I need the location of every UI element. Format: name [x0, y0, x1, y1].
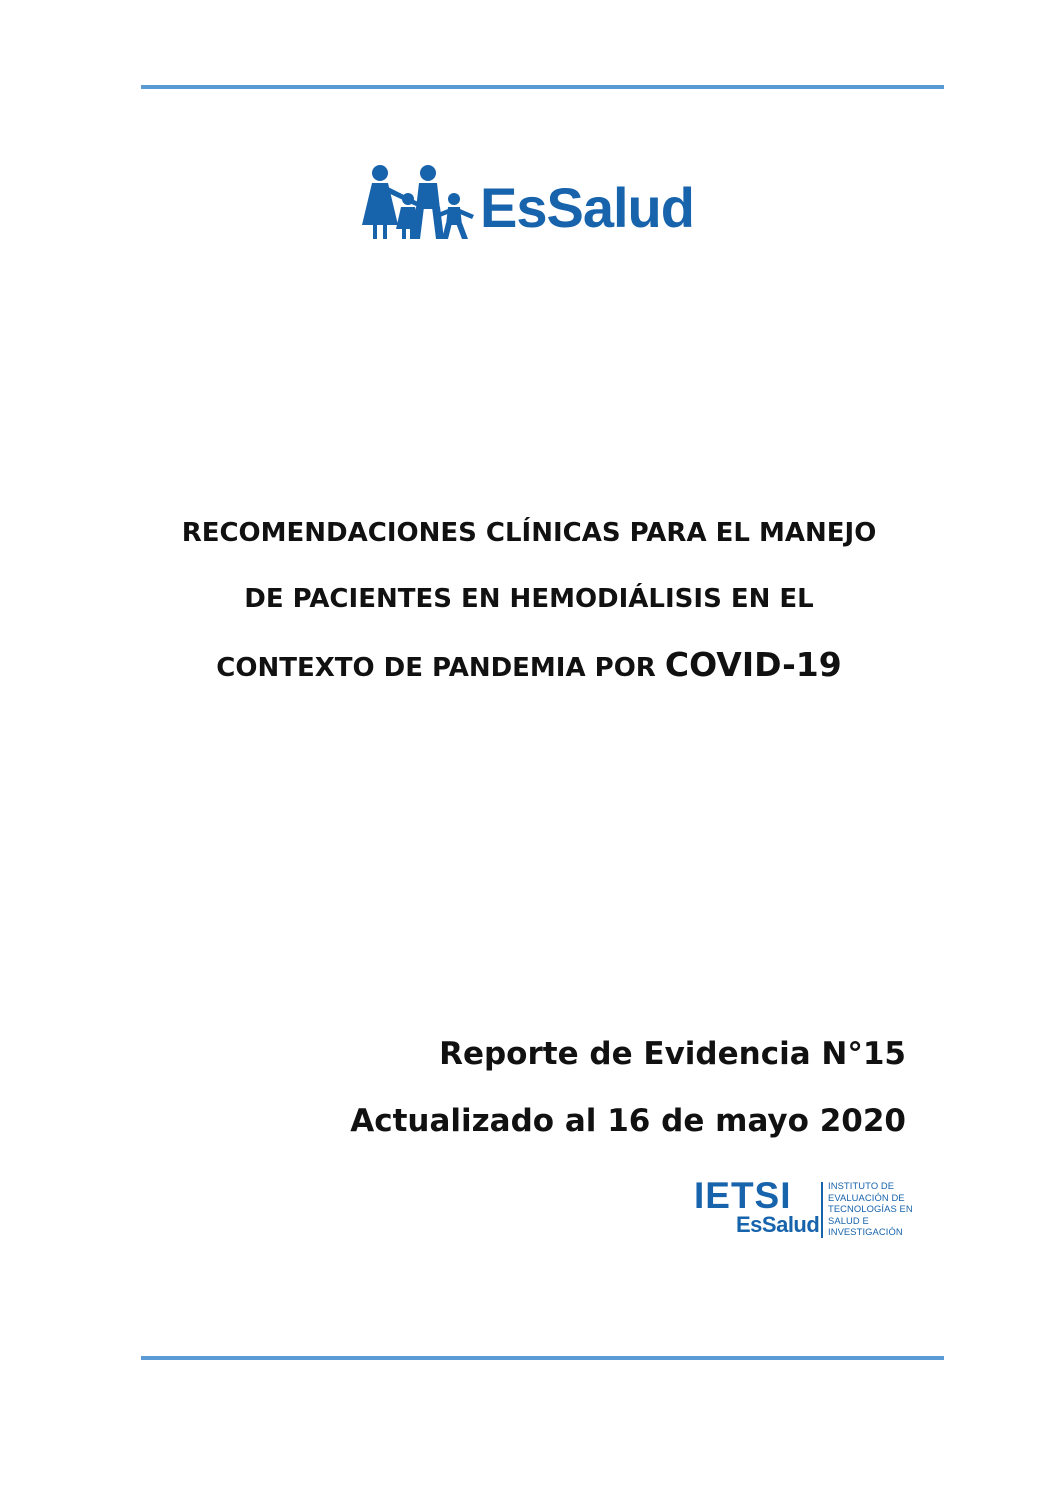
ietsi-wordmark: IETSI [694, 1175, 792, 1216]
ietsi-description: INSTITUTO DE EVALUACIÓN DE TECNOLOGÍAS EN SALUD E INVESTIGACIÓN [828, 1180, 913, 1238]
document-title [100, 500, 958, 701]
title-line-3-prefix: CONTEXTO DE PANDEMIA POR [216, 653, 665, 683]
bottom-divider [141, 1356, 944, 1360]
ietsi-separator [821, 1182, 823, 1238]
family-figures-icon [360, 163, 476, 243]
title-line-1: RECOMENDACIONES CLÍNICAS PARA EL MANEJO [181, 518, 877, 548]
essalud-logo [360, 163, 700, 243]
top-divider [141, 85, 944, 89]
ietsi-logo [694, 1175, 924, 1244]
report-date: Actualizado al 16 de mayo 2020 [350, 1103, 906, 1139]
title-line-3 [100, 632, 958, 701]
essalud-wordmark: EsSalud [480, 176, 694, 239]
ietsi-essalud-wordmark: EsSalud [736, 1212, 820, 1237]
title-line-2: DE PACIENTES EN HEMODIÁLISIS EN EL [244, 584, 814, 614]
title-covid: COVID-19 [664, 645, 842, 684]
report-number: Reporte de Evidencia N°15 [439, 1036, 906, 1072]
